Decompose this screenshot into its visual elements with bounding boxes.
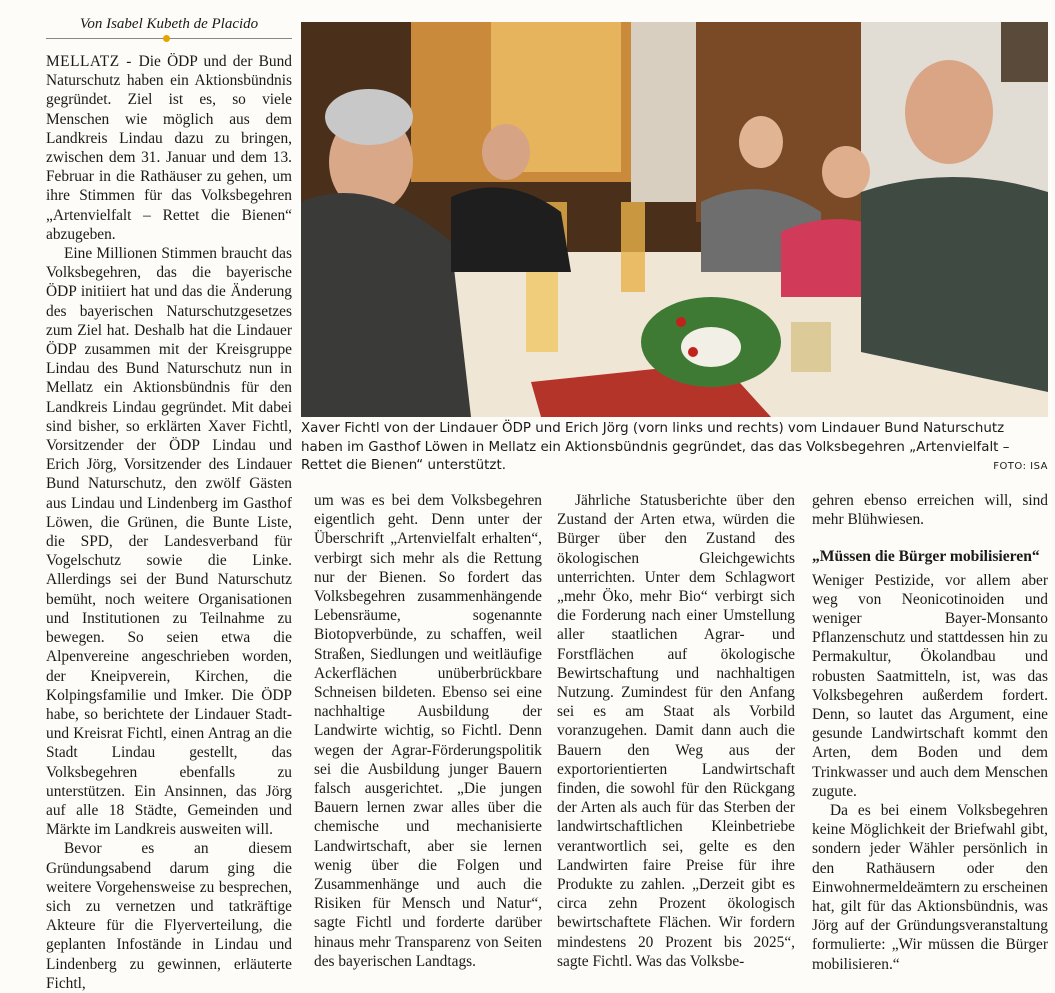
rule-dot bbox=[163, 35, 170, 42]
article-column-2 bbox=[314, 491, 542, 971]
article-column-1 bbox=[46, 52, 292, 993]
byline: Von Isabel Kubeth de Placido bbox=[79, 16, 259, 32]
paragraph: Die ÖDP und der Bund Naturschutz haben ein Aktionsbündnis gegründet. Ziel ist es, so viele Menschen wie möglich aus dem Landkreis Lindau dazu zu bringen, zwischen dem 31. Januar und dem 13. Februar in die Rathäuser zu gehen, um ihre Stimmen für das Volksbegehren „Artenvielfalt – Rettet die Bienen“ abzugeben. bbox=[46, 53, 292, 243]
article-photo bbox=[301, 22, 1048, 417]
paragraph: Bevor es an diesem Gründungsabend darum ging die weitere Vorgehensweise zu besprechen, sich zu vernetzen und tatkräftige Akteure für die Flyerverteilung, die geplanten Infostände in Lindau und Lindenberg zu gewinnen, erläuterte Fichtl, bbox=[46, 840, 292, 992]
paragraph: gehren ebenso erreichen will, sind mehr Blühwiesen. bbox=[812, 492, 1048, 529]
article-column-3 bbox=[557, 491, 795, 971]
paragraph: Jährliche Statusberichte über den Zustand der Arten etwa, würden die Bürger über den Zustand des ökologischen Gleichgewichts unterrichten. Unter dem Schlagwort „mehr Öko, mehr Bio“ verbirgt sich die Forderung nach einer Umstellung aller staatlichen Agrar- und Forstflächen auf ökologische Bewirtschaftung und nachhaltigen Nutzung. Zumindest für den Anfang sei es am Staat als Vorbild voranzugehen. Damit dann auch die Bauern den Weg aus der exportorientierten Landwirtschaft finden, die sowohl für den Rückgang der Arten als auch für das Sterben der landwirtschaftlichen Kleinbetriebe verantwortlich sei, gelte es den Landwirten faire Preise für ihre Produkte zu zahlen. „Derzeit gibt es circa zehn Prozent ökologisch bewirtschaftete Flächen. Wir fordern mindestens 20 Prozent bis 2025“, sagte Fichtl. Was das Volksbe- bbox=[557, 492, 795, 970]
article-column-4 bbox=[812, 491, 1048, 974]
photo-caption: Xaver Fichtl von der Lindauer ÖDP und Erich Jörg (vorn links und rechts) vom Lindauer Bund Naturschutz haben im Gasthof Löwen in Mellatz ein Aktionsbündnis gegründet, das das Volksbegehren „Artenvielfalt – Rettet die Bienen“ unterstützt. bbox=[301, 421, 1010, 473]
byline-rule bbox=[46, 38, 292, 39]
paragraph: um was es bei dem Volksbegehren eigentlich geht. Denn unter der Überschrift „Artenvielfalt erhalten“, verbirgt sich mehr als die Rettung nur der Bienen. So fordert das Volksbegehren zusammenhängende Lebensräume, sogenannte Biotopverbünde, zu schaffen, weil Straßen, Siedlungen und weitläufige Ackerflächen unüberbrückbare Schneisen bildeten. Ebenso sei eine nachhaltige Ausbildung der Landwirte wichtig, so Fichtl. Denn wegen der Agrar-Förderungspolitik sei die Ausbildung junger Bauern falsch ausgerichtet. „Die jungen Bauern lernen zwar alles über die chemische und mechanisierte Landwirtschaft, aber sie lernen wenig über die Folgen und Zusammenhänge und auch die Risiken für Mensch und Natur“, sagte Fichtl und forderte darüber hinaus mehr Transparenz von Seiten des bayerischen Landtags. bbox=[314, 492, 542, 970]
photo-credit: FOTO: ISA bbox=[993, 461, 1048, 472]
paragraph: Eine Millionen Stimmen braucht das Volksbegehren, das die bayerische ÖDP initiiert hat und das die Änderung des bayerischen Naturschutzgesetzes zum Ziel hat. Deshalb hat die Lindauer ÖDP zusammen mit der Kreisgruppe Lindau des Bund Naturschutz nun in Mellatz ein Aktionsbündnis für den Landkreis Lindau gegründet. Mit dabei sind bisher, so erklärten Xaver Fichtl, Vorsitzender der ÖDP Lindau und Erich Jörg, Vorsitzender des Lindauer Bund Naturschutz, den zwölf Gästen aus Lindau und Lindenberg im Gasthof Löwen, die Grünen, die Bunte Liste, die SPD, der Landesverband für Vogelschutz sowie die Linke. Allerdings sei der Bund Naturschutz bemüht, noch weitere Organisationen und Institutionen zu Teilnahme zu bewegen. So seien etwa die Alpenvereine angeschrieben worden, der Kneipverein, Kirchen, die Kolpingsfamilie und Imker. Die ÖDP habe, so berichtete der Lindauer Stadt- und Kreisrat Fichtl, einen Antrag an die Stadt Lindau gestellt, das Volksbegehren ebenfalls zu unterstützen. Ein Ansinnen, das Jörg auf alle 18 Städte, Gemeinden und Märkte im Landkreis ausweiten will. bbox=[46, 245, 292, 839]
subheading: „Müssen die Bürger mobilisieren“ bbox=[812, 548, 1040, 566]
paragraph: Da es bei einem Volksbegehren keine Möglichkeit der Briefwahl gibt, sondern jeder Wähler persönlich in den Rathäusern oder den Einwohnermeldeämtern zu erscheinen hat, gilt für das Aktionsbündnis, was Jörg auf der Gründungsveranstaltung formulierte: „Wir müssen die Bürger mobilisieren.“ bbox=[812, 802, 1048, 973]
paragraph: Weniger Pestizide, vor allem aber weg von Neonicotinoiden und weniger Bayer-Monsanto Pflanzenschutz und stattdessen hin zu Permakultur, Ökolandbau und robusten Saatmitteln, ist, was das Volksbegehren außerdem fordert. Denn, so lautet das Argument, eine gesunde Landwirtschaft kommt den Arten, dem Boden und dem Trinkwasser und auch dem Menschen zugute. bbox=[812, 571, 1048, 800]
dateline: MELLATZ - bbox=[46, 53, 139, 70]
